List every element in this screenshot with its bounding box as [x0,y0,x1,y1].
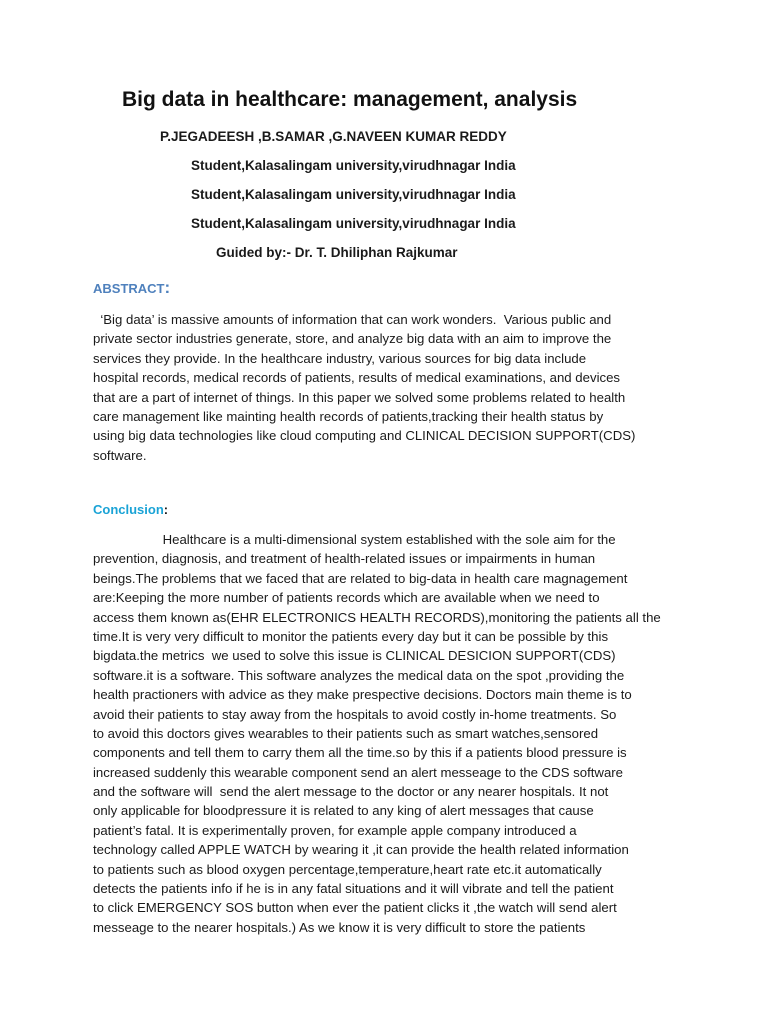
conclusion-line: avoid their patients to stay away from the hospitals to avoid costly in-home treatments. So [93,706,617,722]
abstract-line: ‘Big data’ is massive amounts of information that can work wonders. Various public and [93,312,612,327]
conclusion-line: messeage to the nearer hospitals.) As we know it is very difficult to store the patients [93,919,586,935]
guide-line: Guided by:- Dr. T. Dhiliphan Rajkumar [216,245,458,260]
conclusion-line: to avoid this doctors gives wearables to their patients such as smart watches,sensored [93,725,599,741]
conclusion-line: health practioners with advice as they make prespective decisions. Doctors main theme is to [93,687,632,703]
abstract-line: using big data technologies like cloud computing and CLINICAL DECISION SUPPORT(CDS) [93,428,636,444]
conclusion-line: technology called APPLE WATCH by wearing it ,it can provide the health related information [93,842,629,858]
abstract-heading-text: ABSTRACT [93,281,165,296]
conclusion-line: detects the patients info if he is in any fatal situations and it will vibrate and tell the patient [93,881,614,897]
conclusion-line: are:Keeping the more number of patients records which are available when we need to [93,590,600,606]
conclusion-line: patient’s fatal. It is experimentally proven, for example apple company introduced a [93,822,577,838]
conclusion-line: prevention, diagnosis, and treatment of health-related issues or impairments in human [93,551,596,567]
abstract-line: services they provide. In the healthcare industry, various sources for big data include [93,350,587,366]
abstract-line: hospital records, medical records of patients, results of medical examinations, and devices [93,370,621,386]
affiliation-2: Student,Kalasalingam university,virudhnagar India [191,187,516,202]
conclusion-line: and the software will send the alert message to the doctor or any nearer hospitals. It not [93,784,609,800]
conclusion-line: to click EMERGENCY SOS button when ever the patient clicks it ,the watch will send alert [93,900,617,916]
conclusion-line: beings.The problems that we faced that are related to big-data in health care magnagement [93,570,628,586]
conclusion-line: time.It is very very difficult to monitor the patients every day but it can be possible by this [93,628,609,644]
conclusion-line: software.it is a software. This software analyzes the medical data on the spot ,providing the [93,667,625,683]
abstract-line: that are a part of internet of things. In this paper we solved some problems related to health [93,389,626,405]
conclusion-line: only applicable for bloodpressure it is related to any king of alert messages that cause [93,803,594,819]
conclusion-heading-text: Conclusion [93,502,164,517]
conclusion-heading [93,502,168,517]
abstract-heading-colon: : [164,278,171,297]
abstract-line: private sector industries generate, store, and analyze big data with an aim to improve the [93,331,612,347]
abstract-paragraph [93,310,683,465]
conclusion-line: bigdata.the metrics we used to solve this issue is CLINICAL DESICION SUPPORT(CDS) [93,648,616,664]
abstract-line: software. [93,447,147,463]
affiliation-3: Student,Kalasalingam university,virudhnagar India [191,216,516,231]
abstract-heading [93,278,170,298]
author-list: P.JEGADEESH ,B.SAMAR ,G.NAVEEN KUMAR REDDY [160,129,507,144]
conclusion-line: Healthcare is a multi-dimensional system established with the sole aim for the [93,532,616,547]
conclusion-heading-colon: : [163,502,169,517]
conclusion-line: components and tell them to carry them all the time.so by this if a patients blood pressure is [93,745,627,761]
conclusion-line: increased suddenly this wearable component send an alert messeage to the CDS software [93,764,623,780]
affiliation-1: Student,Kalasalingam university,virudhnagar India [191,158,516,173]
conclusion-line: access them known as(EHR ELECTRONICS HEALTH RECORDS),monitoring the patients all the [93,609,661,625]
conclusion-paragraph [93,530,683,937]
paper-title: Big data in healthcare: management, analysis [122,88,578,111]
abstract-line: care management like mainting health records of patients,tracking their health status by [93,408,604,424]
conclusion-line: to patients such as blood oxygen percentage,temperature,heart rate etc.it automatically [93,861,602,877]
